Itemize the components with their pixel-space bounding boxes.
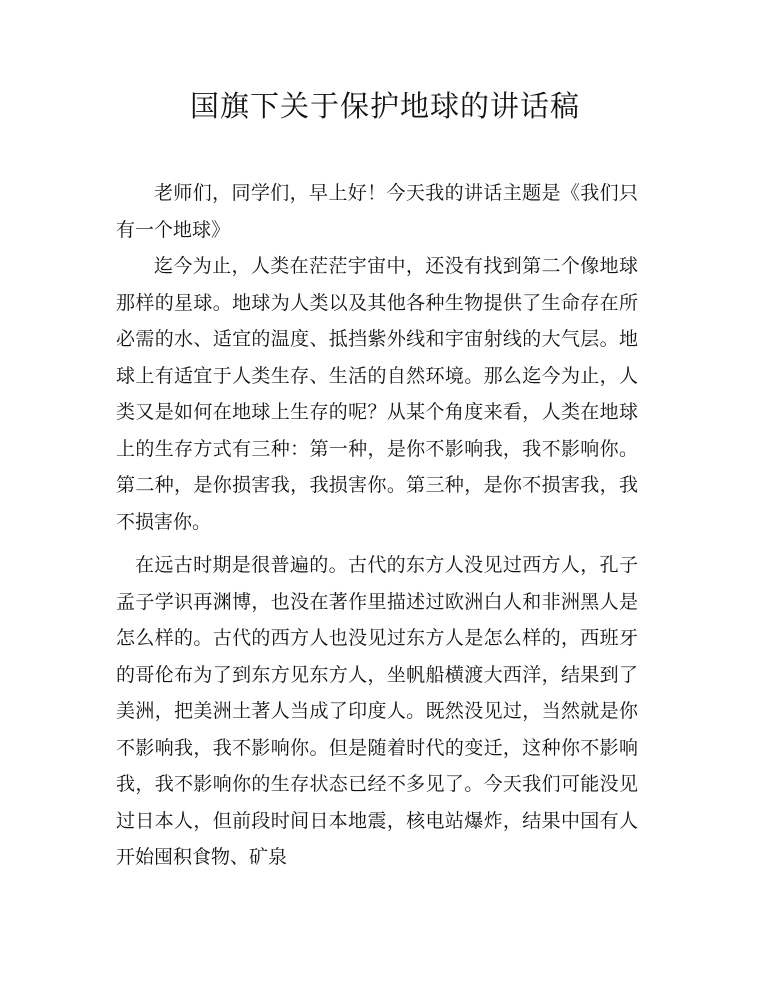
paragraph-ancient-times: 在远古时期是很普遍的。古代的东方人没见过西方人，孔子孟子学识再渊博，也没在著作里描述过欧洲白人和非洲黑人是怎么样的。古代的西方人也没见过东方人是怎么样的，西班牙的哥伦布为了到东方见东方人，坐帆船横渡大西洋，结果到了美洲，把美洲土著人当成了印度人。既然没见过，当然就是你不影响我，我不影响你。但是随着时代的变迁，这种你不影响我，我不影响你的生存状态已经不多见了。今天我们可能没见过日本人，但前段时间日本地震，核电站爆炸，结果中国有人开始囤积食物、矿泉 [116, 554, 638, 868]
paragraph-greeting: 老师们，同学们，早上好！今天我的讲话主题是《我们只有一个地球》 [116, 182, 638, 241]
page-title: 国旗下关于保护地球的讲话稿 [189, 89, 580, 123]
document-body [116, 175, 638, 876]
paragraph-earth-uniqueness: 迄今为止，人类在茫茫宇宙中，还没有找到第二个像地球那样的星球。地球为人类以及其他各种生物提供了生命存在所必需的水、适宜的温度、抵挡紫外线和宇宙射线的大气层。地球上有适宜于人类生存、生活的自然环境。那么迄今为止，人类又是如何在地球上生存的呢？从某个角度来看，人类在地球上的生存方式有三种：第一种，是你不影响我，我不影响你。第二种，是你损害我，我损害你。第三种，是你不损害我，我不损害你。 [116, 255, 638, 533]
